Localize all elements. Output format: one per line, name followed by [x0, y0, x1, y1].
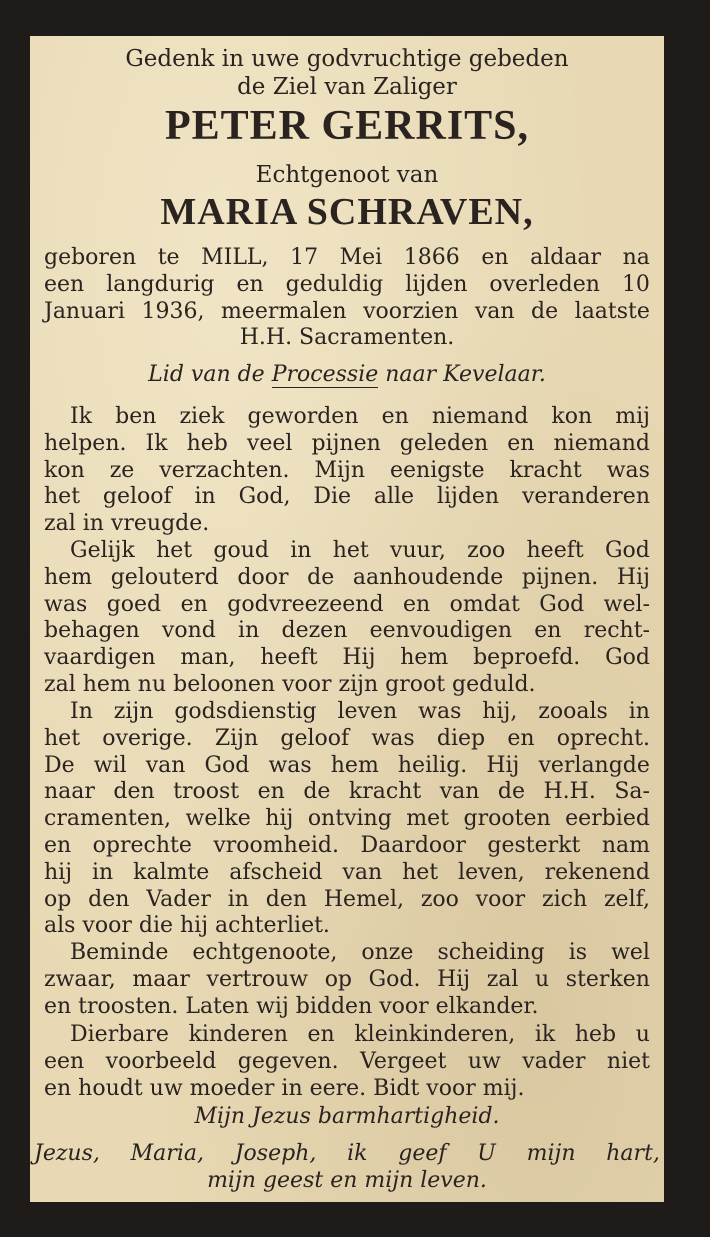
word: Mei: [339, 245, 383, 270]
word: aldaar: [530, 245, 602, 270]
word: Daardoor: [360, 832, 466, 858]
word: lijden: [405, 272, 468, 297]
word: God: [539, 591, 585, 617]
word: alle: [373, 484, 415, 510]
word: geloof: [102, 484, 172, 510]
paragraph-line: [44, 618, 650, 645]
word: Gelijk: [70, 538, 135, 563]
closing-prayer-3: mijn geest en mijn leven.: [207, 1168, 487, 1193]
word: dezen: [281, 618, 348, 644]
word: Joseph,: [234, 1141, 317, 1166]
word: Beminde: [70, 940, 169, 965]
word: kleinkinderen,: [354, 1022, 516, 1047]
word: was: [418, 699, 462, 724]
word: scheiding: [437, 940, 545, 965]
paragraph-line: [44, 967, 650, 994]
paragraph-line: zal in vreugde.: [44, 511, 210, 537]
deceased-name: PETER GERRITS,: [164, 103, 530, 149]
paragraph-line: en troosten. Laten wij bidden voor elkander.: [44, 993, 539, 1019]
word: en: [507, 430, 535, 456]
paragraph-line: [44, 699, 650, 726]
paragraph-line: zal hem nu beloonen voor zijn groot geduld.: [44, 671, 536, 697]
word: ze: [109, 457, 135, 483]
word: Jezus,: [34, 1141, 100, 1166]
word: zwaar,: [44, 966, 116, 992]
word: behagen: [44, 618, 140, 644]
closing-prayer-2-line: [34, 1140, 660, 1167]
word: u: [535, 966, 550, 992]
word: eenvoudigen: [369, 618, 513, 644]
word: God,: [238, 484, 291, 510]
word: kon: [44, 457, 85, 483]
birth-line: [44, 271, 650, 298]
word: zelf,: [603, 886, 650, 912]
word: en: [507, 725, 535, 751]
word: Ik: [70, 404, 93, 429]
word: pijnen.: [521, 564, 599, 590]
word: in: [290, 538, 312, 563]
word: God: [204, 752, 250, 778]
birth-death-details: [44, 244, 650, 325]
word: de: [307, 564, 335, 590]
word: hij: [265, 806, 294, 832]
word: veranderen: [521, 484, 650, 510]
intro-line-2: de Ziel van Zaliger: [237, 74, 457, 100]
paragraph-line: [44, 833, 650, 860]
word: zoo: [467, 538, 506, 563]
word: overige.: [102, 725, 193, 751]
paragraph-line: [44, 431, 650, 458]
intro-line-1: Gedenk in uwe godvruchtige gebeden: [125, 46, 569, 72]
word: Sa-: [614, 779, 650, 805]
word: en: [402, 591, 431, 617]
word: U: [477, 1141, 496, 1166]
word: grooten: [463, 806, 551, 832]
word: troost: [173, 779, 240, 805]
word: Zijn: [214, 725, 259, 751]
word: het: [44, 725, 81, 751]
word: zooals: [538, 699, 608, 724]
word: mijn: [526, 1141, 576, 1166]
word: hem: [44, 564, 93, 590]
word: recht-: [583, 618, 650, 644]
word: hij,: [482, 699, 518, 724]
word: godvreezeend: [227, 591, 384, 617]
word: in: [194, 484, 216, 510]
word: in: [91, 859, 114, 885]
word: vader: [522, 1048, 586, 1074]
word: hij: [44, 859, 73, 885]
word: kalmte: [133, 859, 210, 885]
word: de: [497, 779, 526, 805]
word: hem: [400, 645, 449, 671]
word: gesterkt: [487, 832, 581, 858]
word: ontving: [307, 806, 392, 832]
word: geloof: [280, 725, 350, 751]
word: Hij: [486, 752, 520, 778]
word: Mijn: [314, 457, 366, 483]
word: van: [342, 859, 383, 885]
word: 17: [290, 245, 319, 270]
word: De: [44, 752, 75, 778]
word: geboren: [44, 245, 137, 270]
word: een: [44, 272, 85, 297]
word: niemand: [431, 404, 529, 429]
word: voorzien: [363, 299, 459, 324]
spouse-name: MARIA SCHRAVEN,: [160, 191, 534, 233]
word: u: [635, 1022, 650, 1047]
paragraph-line: [44, 940, 650, 967]
word: diep: [436, 725, 486, 751]
word: niet: [606, 1048, 650, 1074]
word: gelouterd: [110, 564, 219, 590]
spouse-label: Echtgenoot van: [255, 162, 439, 188]
word: kon: [551, 404, 593, 429]
word: overleden: [489, 272, 600, 297]
word: oprechte: [92, 832, 192, 858]
word: goud: [213, 538, 269, 563]
word: kracht: [348, 779, 422, 805]
word: en: [307, 1022, 335, 1047]
word: voorbeeld: [105, 1048, 217, 1074]
word: zich: [542, 886, 588, 912]
word: en: [481, 245, 509, 270]
paragraph: [44, 699, 650, 940]
word: en: [180, 591, 208, 617]
word: langdurig: [106, 272, 215, 297]
word: geleden: [399, 430, 489, 456]
word: 10: [621, 272, 650, 297]
word: het: [402, 859, 439, 885]
word: te: [157, 245, 180, 270]
paragraph: [44, 538, 650, 699]
word: geduldig: [285, 272, 384, 297]
word: laatste: [574, 299, 650, 324]
paragraph-line: [44, 887, 650, 914]
word: meermalen: [220, 299, 347, 324]
word: God.: [368, 966, 421, 992]
word: niemand: [553, 430, 650, 456]
word: na: [622, 245, 650, 270]
word: 1866: [403, 245, 460, 270]
word: cramenten,: [44, 806, 172, 832]
word: mij: [615, 404, 650, 429]
word: heeft: [260, 645, 318, 671]
word: is: [568, 940, 588, 965]
word: de: [531, 299, 559, 324]
word: voor: [475, 886, 526, 912]
paragraph-line: [44, 860, 650, 887]
paragraph-line: [44, 538, 650, 565]
word: gegeven.: [237, 1048, 339, 1074]
word: H.H.: [543, 779, 596, 805]
word: vertrouw: [206, 966, 309, 992]
paragraph-line: [44, 806, 650, 833]
word: MILL,: [201, 245, 269, 270]
word: leven: [337, 699, 398, 724]
word: en: [236, 272, 264, 297]
word: hem: [330, 752, 379, 778]
membership-line: [30, 362, 664, 387]
word: Hij: [342, 645, 376, 671]
word: eerbied: [565, 806, 650, 832]
word: Hij: [437, 966, 471, 992]
birth-line: [44, 298, 650, 325]
word: en: [381, 404, 409, 429]
membership-prefix: Lid van de: [148, 362, 272, 387]
paragraph-line: [44, 753, 650, 780]
word: goed: [106, 591, 162, 617]
word: ziek: [179, 404, 225, 429]
word: en: [257, 779, 285, 805]
word: God: [604, 538, 650, 563]
word: In: [70, 699, 93, 724]
word: sterken: [565, 966, 650, 992]
word: was: [371, 725, 415, 751]
word: pijnen: [311, 430, 381, 456]
word: naar: [44, 779, 95, 805]
paragraph-line: als voor die hij achterliet.: [44, 913, 330, 939]
word: Vader: [146, 886, 211, 912]
word: en: [534, 618, 562, 644]
word: geef: [398, 1141, 447, 1166]
word: van: [439, 779, 480, 805]
word: Die: [313, 484, 352, 510]
word: op: [324, 966, 353, 992]
paragraph: [44, 404, 650, 538]
word: echtgenoote,: [192, 940, 338, 965]
word: man,: [180, 645, 236, 671]
paragraph-line: [44, 1049, 650, 1076]
word: lijden: [436, 484, 500, 510]
word: welke: [185, 806, 251, 832]
word: wil: [93, 752, 127, 778]
membership-suffix: naar Kevelaar.: [378, 362, 546, 387]
word: was: [44, 591, 88, 617]
word: wel-: [603, 591, 650, 617]
word: rekenend: [544, 859, 650, 885]
word: vuur,: [390, 538, 446, 563]
word: wel: [611, 940, 650, 965]
word: het: [332, 538, 369, 563]
word: heb: [186, 430, 228, 456]
word: in: [628, 699, 650, 724]
word: Hemel,: [323, 886, 404, 912]
word: heb: [574, 1022, 617, 1047]
paragraph-line: [44, 404, 650, 431]
word: Ik: [145, 430, 168, 456]
word: beproefd.: [473, 645, 581, 671]
word: kinderen: [188, 1022, 288, 1047]
word: den: [88, 886, 130, 912]
word: met: [406, 806, 450, 832]
word: een: [44, 1048, 85, 1074]
word: vroomheid.: [213, 832, 339, 858]
word: kracht: [509, 457, 582, 483]
word: godsdienstig: [174, 699, 317, 724]
word: aanhoudende: [352, 564, 504, 590]
word: verlangde: [538, 752, 650, 778]
word: geworden: [247, 404, 359, 429]
word: door: [237, 564, 289, 590]
word: afscheid: [229, 859, 323, 885]
word: heeft: [526, 538, 584, 563]
paragraph-line: en houdt uw moeder in eere. Bidt voor mij.: [44, 1075, 525, 1101]
word: het: [156, 538, 193, 563]
word: en: [44, 832, 72, 858]
paragraph-line: [44, 1022, 650, 1049]
word: hart,: [606, 1141, 660, 1166]
closing-prayer-2: [34, 1140, 660, 1167]
paragraph-line: [44, 565, 650, 592]
word: ik: [347, 1141, 368, 1166]
paragraph: [44, 1022, 650, 1102]
word: in: [227, 886, 249, 912]
word: heilig.: [397, 752, 468, 778]
paragraph-line: [44, 779, 650, 806]
word: uw: [467, 1048, 501, 1074]
sacraments-line: H.H. Sacramenten.: [239, 325, 455, 350]
word: leven,: [458, 859, 525, 885]
membership-underlined: Processie: [271, 362, 379, 387]
word: Vergeet: [360, 1048, 447, 1074]
paragraph-line: [44, 726, 650, 753]
word: oprecht.: [556, 725, 650, 751]
birth-line: [44, 244, 650, 271]
word: omdat: [449, 591, 520, 617]
word: verzachten.: [159, 457, 290, 483]
word: zoo: [420, 886, 459, 912]
word: van: [474, 299, 515, 324]
word: was: [268, 752, 312, 778]
paragraph-line: [44, 458, 650, 485]
word: onze: [361, 940, 414, 965]
word: den: [113, 779, 155, 805]
word: den: [265, 886, 308, 912]
word: het: [44, 484, 81, 510]
word: God: [605, 645, 650, 671]
paragraph-line: [44, 645, 650, 672]
word: 1936,: [141, 299, 205, 324]
paragraph-line: [44, 592, 650, 619]
word: vond: [161, 618, 216, 644]
word: eenigste: [390, 457, 485, 483]
paragraph: [44, 940, 650, 1020]
word: vaardigen: [44, 645, 156, 671]
word: zal: [486, 966, 519, 992]
card-paper: [30, 36, 664, 1202]
word: was: [606, 457, 650, 483]
word: Hij: [616, 564, 650, 590]
word: ik: [534, 1022, 556, 1047]
word: Dierbare: [70, 1022, 169, 1047]
word: in: [238, 618, 260, 644]
word: nam: [601, 832, 650, 858]
word: van: [145, 752, 186, 778]
word: helpen.: [44, 430, 127, 456]
paragraph-line: [44, 484, 650, 511]
word: zijn: [113, 699, 154, 724]
word: veel: [246, 430, 293, 456]
word: maar: [132, 966, 190, 992]
word: Maria,: [130, 1141, 204, 1166]
closing-prayer-1: Mijn Jezus barmhartigheid.: [194, 1104, 500, 1129]
word: de: [303, 779, 331, 805]
word: op: [44, 886, 72, 912]
word: ben: [115, 404, 157, 429]
word: Januari: [44, 299, 125, 324]
